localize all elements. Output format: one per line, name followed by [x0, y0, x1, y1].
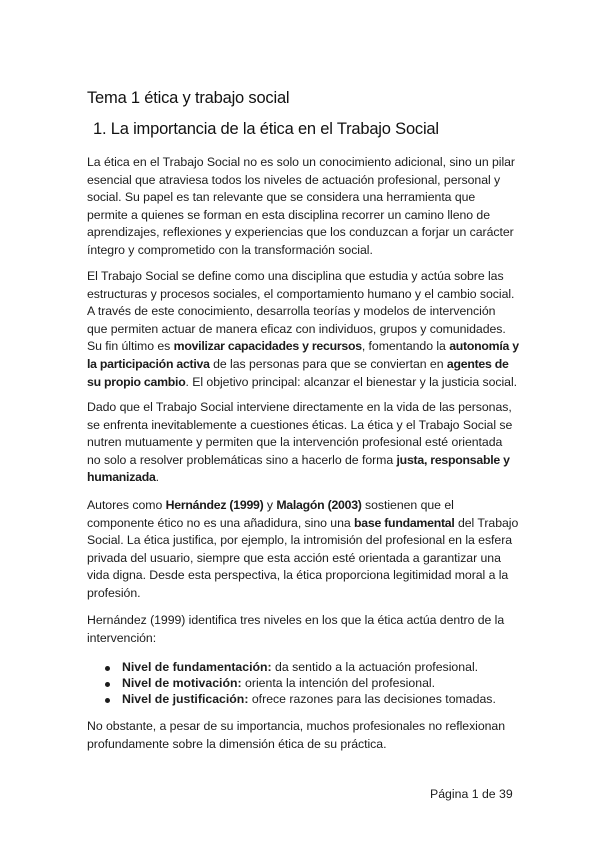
bold-term: movilizar capacidades y recursos: [173, 339, 362, 354]
text-run: El Trabajo Social se define como una disciplina que estudia y actúa sobre las estructuras y procesos sociales, el comportamiento humano y el cambio social. A través de este conocimiento, desarrolla teorías y modelos de intervención que permiten actuar de manera eficaz con individuos, grupos y comunidades. Su fin último es: [87, 269, 515, 354]
levels-list: [105, 660, 525, 707]
bullet-icon: [105, 698, 110, 703]
bullet-icon: [105, 682, 110, 687]
level-text: orienta la intención del profesional.: [241, 675, 436, 690]
paragraph-niveles-intro: Hernández (1999) identifica tres niveles en los que la ética actúa dentro de la intervención:: [87, 613, 505, 645]
bullet-icon: [105, 666, 110, 671]
list-item: [105, 692, 525, 708]
level-text: da sentido a la actuación profesional.: [271, 660, 479, 674]
text-run: sostienen que el componente ético no es una añadidura, sino una: [87, 498, 454, 530]
level-label: Nivel de fundamentación:: [122, 660, 272, 674]
level-label: Nivel de justificación:: [122, 691, 249, 706]
paragraph-definition: La ética en el Trabajo Social no es solo un conocimiento adicional, sino un pilar esencial que atraviesa todos los niveles de actuación profesional, personal y social. Su papel es tan relevante que se considera una herramienta que permite a quienes se forman en esta disciplina recorrer un camino lleno de aprendizajes, reflexiones y experiencias que los conduzcan a forjar un carácter íntegro y comprometido con la transformación social.: [87, 155, 515, 257]
paragraph-cuestiones-eticas: [87, 399, 519, 487]
paragraph-autores: [87, 497, 519, 603]
text-run: , fomentando la: [361, 339, 450, 354]
bold-term: Malagón (2003): [276, 498, 362, 512]
document-title: Tema 1 ética y trabajo social: [87, 89, 290, 107]
section-title: 1. La importancia de la ética en el Trabajo Social: [93, 120, 439, 138]
bold-term: base fundamental: [354, 515, 455, 530]
paragraph-reflexion: No obstante, a pesar de su importancia, muchos profesionales no reflexionan profundamente sobre la dimensión ética de su práctica.: [87, 719, 506, 751]
text-run: y: [263, 498, 277, 512]
page-number: Página 1 de 39: [430, 787, 513, 801]
list-item: [105, 660, 525, 676]
bold-term: Hernández (1999): [165, 498, 264, 512]
text-run: del Trabajo Social. La ética justifica, por ejemplo, la intromisión del profesional en la esfera privada del usuario, siempre que esta acción esté orientada a garantizar una vida digna. Desde esta perspectiva, la ética proporciona legitimidad moral a la profesión.: [87, 515, 519, 600]
text-run: de las personas para que se conviertan en: [209, 356, 447, 371]
level-text: ofrece razones para las decisiones tomadas.: [248, 691, 496, 706]
bold-term: justa, responsable y humanizada: [87, 452, 510, 485]
bold-term: autonomía y la participación activa: [87, 339, 519, 371]
bold-term: agentes de su propio cambio: [87, 356, 509, 389]
text-run: . El objetivo principal: alcanzar el bienestar y la justicia social.: [185, 374, 517, 389]
text-run: Autores como: [87, 498, 166, 512]
level-label: Nivel de motivación:: [122, 675, 242, 690]
paragraph-trabajo-social: [87, 268, 519, 391]
text-run: Dado que el Trabajo Social interviene directamente en la vida de las personas, se enfrenta inevitablemente a cuestiones éticas. La ética y el Trabajo Social se nutren mutuamente y permiten que la intervención profesional esté orientada no solo a resolver problemáticas sino a hacerlo de forma: [87, 400, 513, 467]
text-run: .: [155, 470, 159, 485]
list-item: [105, 676, 525, 692]
